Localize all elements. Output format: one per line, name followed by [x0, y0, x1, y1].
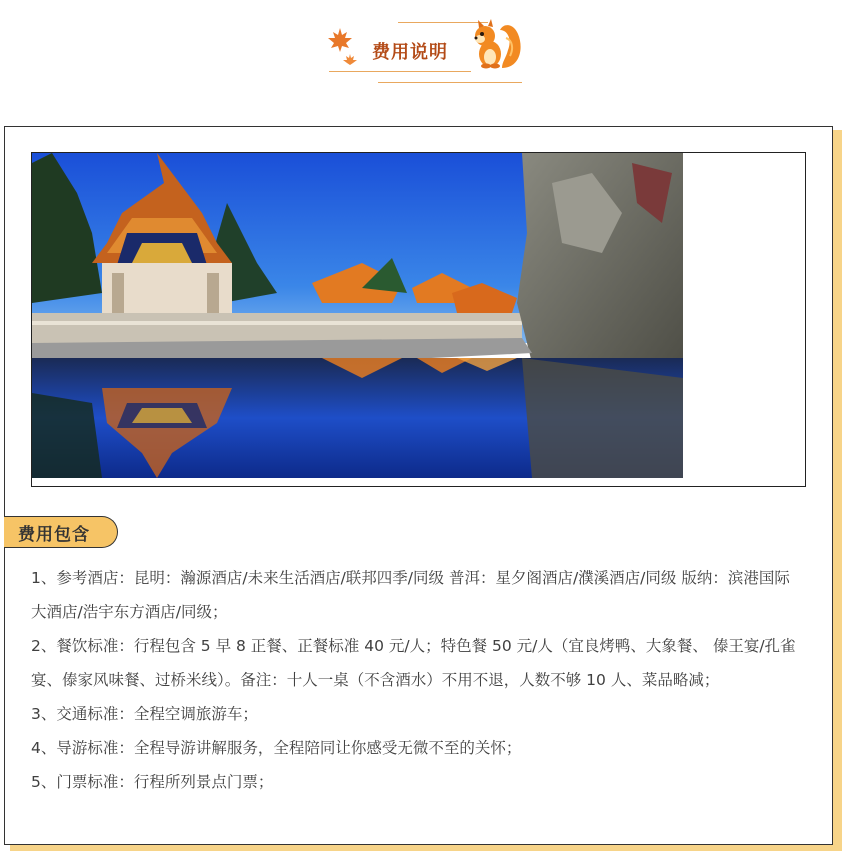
- fee-card: [4, 126, 833, 845]
- fee-item-guide: 4、导游标准：全程导游讲解服务，全程陪同让你感受无微不至的关怀；: [31, 739, 522, 757]
- section-tab-fee-included: 费用包含: [4, 516, 118, 548]
- squirrel-icon: [468, 18, 524, 72]
- header-divider-bottom-right: [378, 82, 522, 83]
- header-title: 费用说明: [372, 42, 448, 63]
- fee-items-list: [31, 561, 801, 799]
- maple-leaf-icon: [328, 26, 358, 66]
- photo-frame: [31, 152, 806, 487]
- temple-lake-photo: [32, 153, 683, 478]
- fee-item-transport: 3、交通标准：全程空调旅游车；: [31, 705, 258, 723]
- fee-item-meals: 2、餐饮标准：行程包含 5 早 8 正餐、正餐标准 40 元/人；特色餐 50 元/人（宜良烤鸭、大象餐、 傣王宴/孔雀宴、傣家风味餐、过桥米线）。备注：十人一桌（不含酒水）不用不退，人数不够 10 人、菜品略减；: [31, 637, 796, 689]
- section-header: [0, 0, 843, 100]
- header-divider-bottom-left: [329, 71, 471, 72]
- fee-item-hotel: 1、参考酒店：昆明：瀚源酒店/未来生活酒店/联邦四季/同级 普洱：星夕阁酒店/濮溪酒店/同级 版纳：滨港国际大酒店/浩宇东方酒店/同级；: [31, 569, 790, 621]
- fee-item-tickets: 5、门票标准：行程所列景点门票；: [31, 773, 274, 791]
